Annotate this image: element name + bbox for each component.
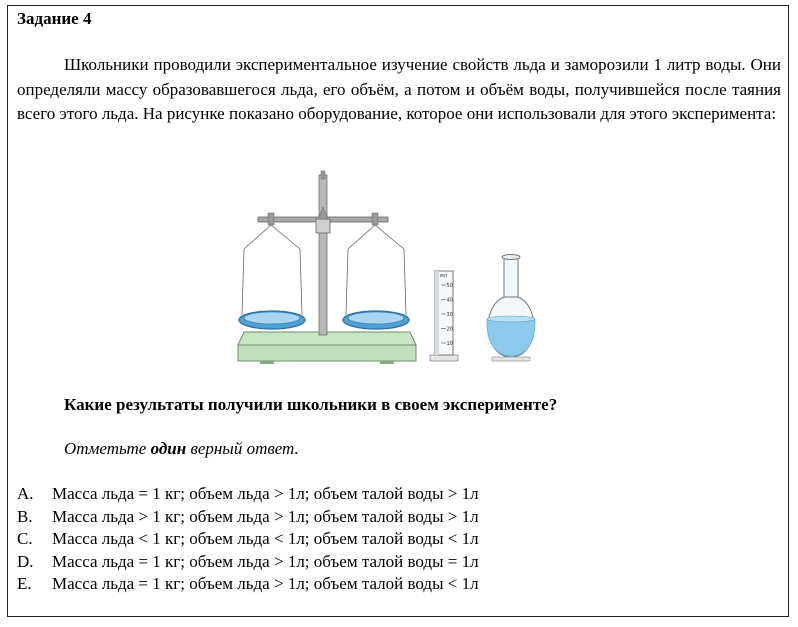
flask-water bbox=[487, 319, 535, 356]
option-text: Масса льда < 1 кг; объем льда < 1л; объем талой воды < 1л bbox=[52, 529, 479, 548]
measuring-cylinder bbox=[430, 271, 458, 361]
option-letter: D. bbox=[17, 551, 34, 571]
answer-option-a[interactable] bbox=[17, 483, 479, 506]
option-text: Масса льда = 1 кг; объем льда > 1л; объем талой воды = 1л bbox=[52, 551, 479, 571]
answer-instruction: Отметьте один верный ответ. bbox=[64, 439, 299, 458]
equipment-illustration bbox=[230, 167, 570, 367]
cylinder-tick-label: 40 bbox=[446, 297, 453, 304]
option-text: Масса льда = 1 кг; объем льда > 1л; объем талой воды > 1л bbox=[52, 484, 479, 503]
scale-base-front bbox=[238, 345, 416, 361]
instruction-emphasis: один bbox=[150, 439, 187, 458]
answer-option-e[interactable] bbox=[17, 573, 479, 596]
cylinder-tick-label: 50 bbox=[446, 282, 453, 289]
task-title: Задание 4 bbox=[17, 9, 92, 28]
flask bbox=[487, 255, 535, 362]
answer-option-c[interactable] bbox=[17, 528, 479, 551]
cylinder-unit: мл bbox=[440, 273, 447, 279]
scale-pillar bbox=[319, 175, 327, 335]
balance-scale bbox=[238, 171, 416, 364]
answer-option-d[interactable] bbox=[17, 551, 479, 574]
question: Какие результаты получили школьники в своем эксперименте? bbox=[64, 395, 558, 414]
option-letter: C. bbox=[17, 529, 33, 548]
option-text: Масса льда = 1 кг; объем льда > 1л; объем талой воды < 1л bbox=[52, 574, 479, 593]
option-letter: E. bbox=[17, 574, 32, 593]
cylinder-tick-label: 30 bbox=[446, 311, 453, 318]
answer-options bbox=[17, 483, 479, 596]
cylinder-tick-label: 20 bbox=[446, 326, 453, 333]
option-text: Масса льда > 1 кг; объем льда > 1л; объем талой воды > 1л bbox=[52, 506, 479, 526]
answer-option-b[interactable] bbox=[17, 506, 479, 529]
task-description: Школьники проводили экспериментальное изучение свойств льда и заморозили 1 литр воды. Они определяли массу образовавшегося льда, его объём, а потом и объём воды, получившейся после таяния всего этого льда. На рисунке показано оборудование, которое они использовали для этого эксперимента: bbox=[17, 55, 781, 123]
cylinder-tick-label: 10 bbox=[446, 340, 453, 347]
option-letter: A. bbox=[17, 484, 34, 503]
option-letter: B. bbox=[17, 506, 33, 526]
